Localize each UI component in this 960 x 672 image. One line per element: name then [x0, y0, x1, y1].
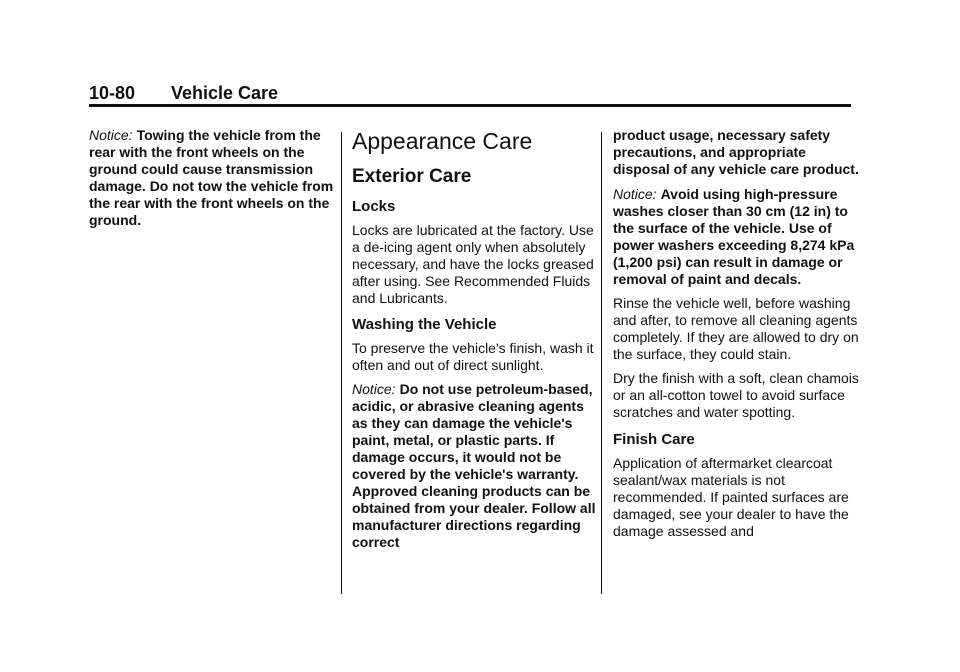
- dry-paragraph: Dry the finish with a soft, clean chamois or an all-cotton towel to avoid surface scratches and water spotting.: [613, 370, 859, 420]
- cleaning-notice: [352, 381, 598, 551]
- locks-heading: Locks: [352, 198, 396, 215]
- column-divider: [341, 132, 342, 594]
- page-number: 10-80: [89, 83, 136, 103]
- washing-paragraph: To preserve the vehicle's finish, wash it often and out of direct sunlight.: [352, 340, 594, 373]
- rinse-paragraph: Rinse the vehicle well, before washing and after, to remove all cleaning agents completely. If they are allowed to dry on the surface, they could stain.: [613, 295, 859, 362]
- finish-care-paragraph: Application of aftermarket clearcoat sealant/wax materials is not recommended. If painted surfaces are damaged, see your dealer to have the damage assessed and: [613, 455, 849, 539]
- pressure-wash-notice: [613, 186, 859, 288]
- washing-heading: Washing the Vehicle: [352, 316, 497, 333]
- notice-text: Avoid using high-pressure washes closer than 30 cm (12 in) to the surface of the vehicle. Use of power washers exceeding 8,274 kPa (1,200 psi) can result in damage or removal of paint and decals.: [613, 186, 855, 287]
- locks-paragraph: Locks are lubricated at the factory. Use a de-icing agent only when absolutely necessary, and have the locks greased after using. See Recommended Fluids and Lubricants.: [352, 222, 594, 306]
- column-3: [613, 127, 859, 547]
- notice-label: Notice:: [89, 127, 133, 143]
- section-title: Vehicle Care: [171, 83, 279, 103]
- finish-care-heading: Finish Care: [613, 431, 695, 448]
- column-2: [352, 127, 598, 558]
- header-rule: [89, 104, 851, 107]
- notice-label: Notice:: [352, 381, 396, 397]
- notice-text: Do not use petroleum-based, acidic, or abrasive cleaning agents as they can damage the vehicle's paint, metal, or plastic parts. If damage occurs, it would not be covered by the vehicle's warranty. Approved cleaning products can be obtained from your dealer. Follow all manufacturer directions regarding correct: [352, 381, 596, 550]
- column-divider: [601, 132, 602, 594]
- column-1: [89, 127, 335, 236]
- notice-text: Towing the vehicle from the rear with the front wheels on the ground could cause transmission damage. Do not tow the vehicle from the rear with the front wheels on the ground.: [89, 127, 334, 228]
- notice-label: Notice:: [613, 186, 657, 202]
- continued-notice-text: product usage, necessary safety precautions, and appropriate disposal of any vehicle care product.: [613, 127, 859, 177]
- chapter-heading: Appearance Care: [352, 128, 533, 154]
- towing-notice: [89, 127, 335, 229]
- section-heading: Exterior Care: [352, 166, 472, 187]
